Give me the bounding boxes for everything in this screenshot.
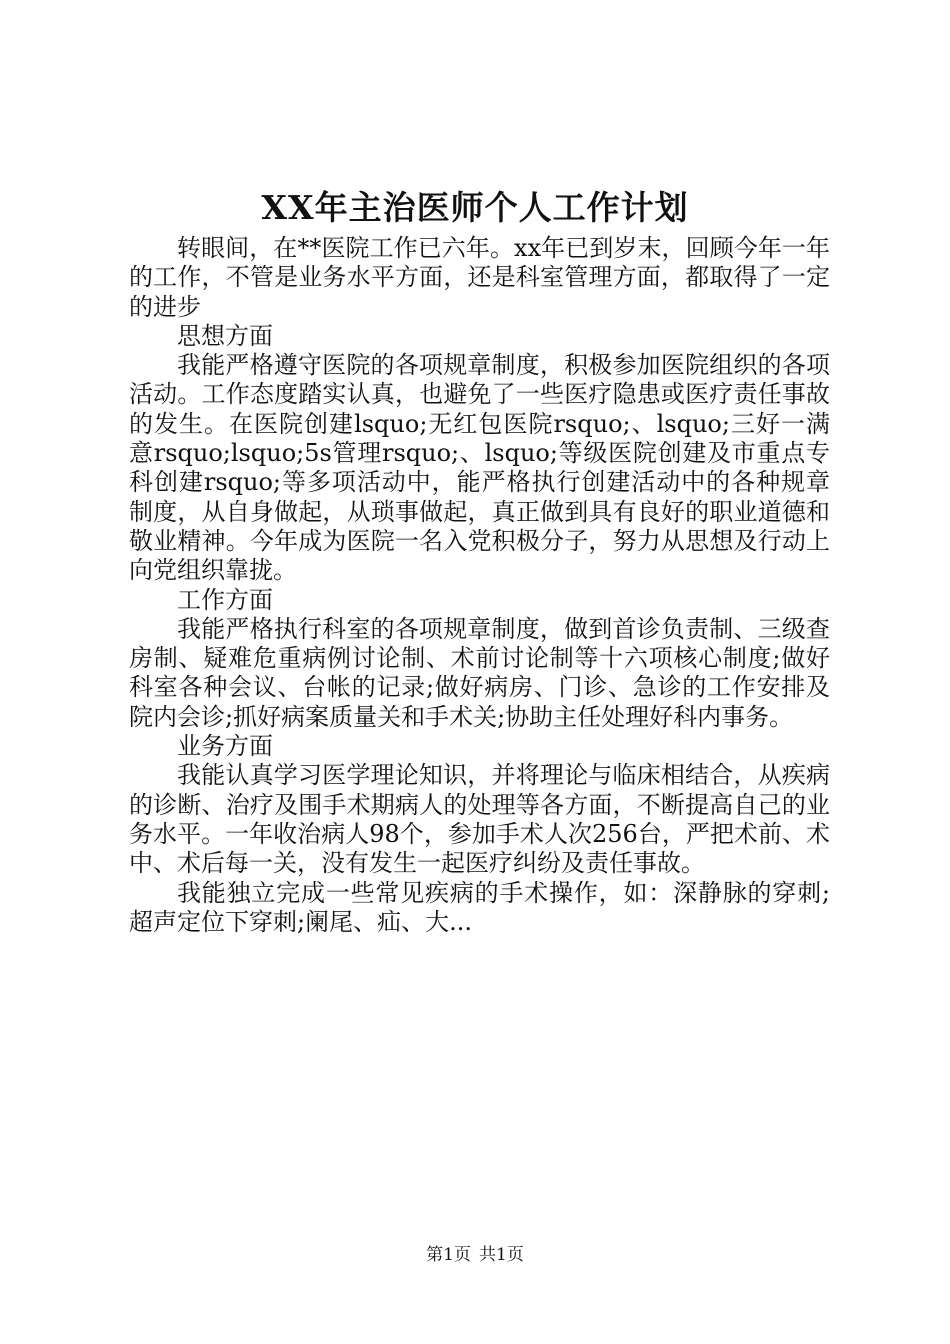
page-total: 共1页 [479, 1245, 524, 1265]
section-paragraph-business: 我能认真学习医学理论知识，并将理论与临床相结合，从疾病的诊断、治疗及围手术期病人的处理等各方面，不断提高自己的业务水平。一年收治病人98个，参加手术人次256台，严把术前、术中、术后每一关，没有发生一起医疗纠纷及责任事故。 [129, 761, 830, 878]
section-paragraph-thought: 我能严格遵守医院的各项规章制度，积极参加医院组织的各项活动。工作态度踏实认真，也避免了一些医疗隐患或医疗责任事故的发生。在医院创建lsquo;无红包医院rsquo;、lsquo;三好一满意rsquo;lsquo;5s管理rsquo;、lsquo;等级医院创建及市重点专科创建rsquo;等多项活动中，能严格执行创建活动中的各种规章制度，从自身做起，从琐事做起，真正做到具有良好的职业道德和敬业精神。今年成为医院一名入党积极分子，努力从思想及行动上向党组织靠拢。 [129, 351, 830, 585]
page-footer [0, 1244, 950, 1266]
page-number: 第1页 [426, 1245, 471, 1265]
section-heading-business: 业务方面 [177, 732, 273, 761]
section-paragraph-surgery: 我能独立完成一些常见疾病的手术操作，如：深静脉的穿刺;超声定位下穿刺;阑尾、疝、大... [129, 878, 830, 936]
section-heading-thought: 思想方面 [177, 321, 273, 350]
document-body [129, 234, 830, 937]
section-heading-work: 工作方面 [177, 585, 273, 614]
document-title: XX年主治医师个人工作计划 [261, 188, 689, 227]
section-paragraph-work: 我能严格执行科室的各项规章制度，做到首诊负责制、三级查房制、疑难危重病例讨论制、术前讨论制等十六项核心制度;做好科室各种会议、台帐的记录;做好病房、门诊、急诊的工作安排及院内会诊;抓好病案质量关和手术关;协助主任处理好科内事务。 [129, 614, 830, 731]
intro-paragraph: 转眼间，在**医院工作已六年。xx年已到岁末，回顾今年一年的工作，不管是业务水平方面，还是科室管理方面，都取得了一定的进步 [129, 234, 830, 321]
